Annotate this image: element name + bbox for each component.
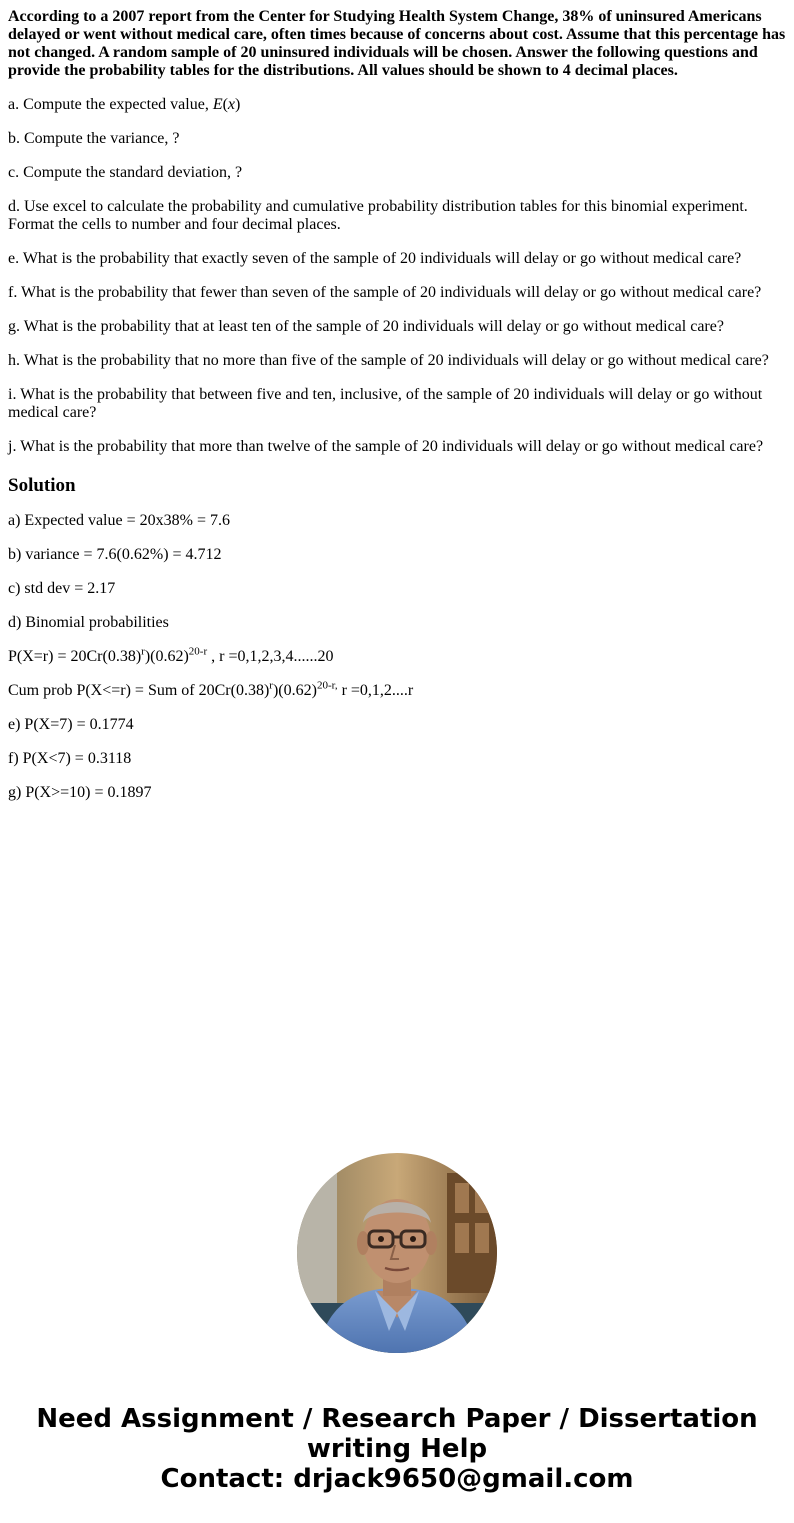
pmf-part-1: P(X=r) = 20Cr(0.38)	[8, 648, 142, 665]
question-h: h. What is the probability that no more than five of the sample of 20 individuals will delay or go without medical care?	[8, 352, 769, 369]
answer-d: d) Binomial probabilities	[8, 614, 169, 631]
pmf-exponent-r: r	[141, 645, 145, 658]
question-f: f. What is the probability that fewer than seven of the sample of 20 individuals will delay or go without medical care?	[8, 284, 762, 301]
question-c: c. Compute the standard deviation, ?	[8, 164, 243, 181]
question-g: g. What is the probability that at least ten of the sample of 20 individuals will delay or go without medical care?	[8, 318, 724, 335]
promo-line-2: writing Help	[306, 1434, 488, 1464]
answer-g: g) P(X>=10) = 0.1897	[8, 784, 152, 801]
pmf-part-2: )(0.62)	[144, 648, 189, 665]
pmf-exponent-20-r: 20-r	[188, 645, 208, 658]
tutor-avatar	[297, 1153, 497, 1353]
pmf-formula	[8, 645, 788, 666]
answer-b: b) variance = 7.6(0.62%) = 4.712	[8, 546, 222, 563]
question-d: d. Use excel to calculate the probability and cumulative probability distribution tables for this binomial experiment. Format the cells to number and four decimal places.	[8, 198, 748, 233]
cdf-exponent-r: r	[269, 679, 273, 692]
cdf-part-2: )(0.62)	[272, 682, 317, 699]
answer-f: f) P(X<7) = 0.3118	[8, 750, 132, 767]
question-e: e. What is the probability that exactly seven of the sample of 20 individuals will delay or go without medical care?	[8, 250, 742, 267]
question-a	[8, 96, 788, 114]
cdf-part-1: Cum prob P(X<=r) = Sum of 20Cr(0.38)	[8, 682, 270, 699]
solution-heading: Solution	[8, 475, 76, 496]
promo-contact: Contact: drjack9650@gmail.com	[160, 1464, 634, 1494]
pmf-part-3: , r =0,1,2,3,4......20	[207, 648, 334, 665]
question-a-x-symbol: x	[227, 96, 236, 113]
question-a-paren-close: )	[235, 96, 241, 113]
question-b: b. Compute the variance, ?	[8, 130, 180, 147]
question-i: i. What is the probability that between five and ten, inclusive, of the sample of 20 individuals will delay or go without medical care?	[8, 386, 763, 421]
question-j: j. What is the probability that more than twelve of the sample of 20 individuals will delay or go without medical care?	[8, 438, 764, 455]
promo-line-1: Need Assignment / Research Paper / Dissertation	[36, 1404, 758, 1434]
question-a-text: a. Compute the expected value,	[8, 96, 213, 113]
tutor-avatar-illustration	[297, 1153, 497, 1353]
question-a-e-symbol: E	[212, 96, 223, 113]
answer-c: c) std dev = 2.17	[8, 580, 116, 597]
cdf-formula	[8, 679, 788, 700]
answer-a: a) Expected value = 20x38% = 7.6	[8, 512, 230, 529]
cdf-exponent-20-r: 20-r,	[316, 679, 338, 692]
cdf-part-3: r =0,1,2....r	[337, 682, 414, 699]
question-a-paren-open: (	[222, 96, 228, 113]
answer-e: e) P(X=7) = 0.1774	[8, 716, 134, 733]
promo-footer	[0, 1404, 794, 1494]
problem-statement: According to a 2007 report from the Center for Studying Health System Change, 38% of uninsured Americans delayed or went without medical care, often times because of concerns about cost. Assume that this percentage has not changed. A random sample of 20 uninsured individuals will be chosen. Answer the following questions and provide the probability tables for the distributions. All values should be shown to 4 decimal places.	[8, 8, 786, 79]
document-body	[8, 8, 788, 818]
